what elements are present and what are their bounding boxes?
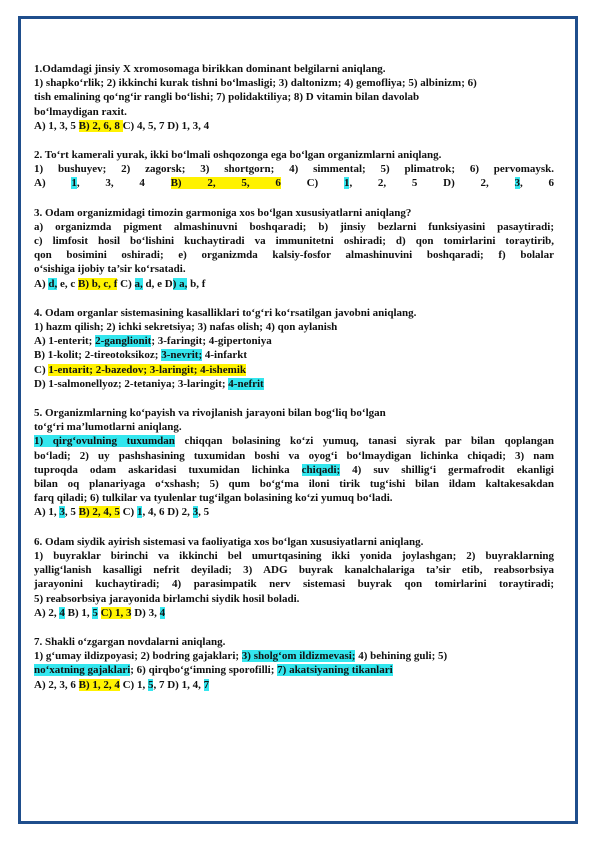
question-text	[34, 62, 554, 76]
text-segment: B) 1,	[64, 606, 93, 619]
highlighted-text: B) 2, 4, 5	[78, 506, 120, 519]
highlighted-text: ) a,	[172, 277, 188, 290]
answer-options	[34, 119, 554, 133]
text-segment: bo‘ladi; 2) uy pashshasining tuxumidan boshi va oyog‘i bo‘lmaydigan lichinka chiqadi; 3) nam	[34, 449, 554, 462]
question-line	[34, 463, 554, 477]
answer-options	[34, 606, 554, 620]
text-segment: 6. Odam siydik ayirish sistemasi va faoliyatiga xos bo‘lgan xususiyatlarni aniqlang.	[34, 535, 424, 548]
question-line	[34, 563, 554, 577]
text-segment: , 2, 5 D) 2,	[349, 177, 515, 190]
question-text	[34, 535, 554, 549]
text-segment: 4) suv shillig‘i germafrodit ekanligi	[340, 463, 554, 476]
text-segment: A) 2,	[34, 606, 60, 619]
text-segment: 1) buyraklar birinchi va ikkinchi bel umurtqasining ikki yonida joylashgan; 2) buyraklarning	[34, 549, 554, 562]
question-line	[34, 334, 554, 348]
question-line	[34, 348, 554, 362]
text-segment: C)	[280, 177, 344, 190]
question-line	[34, 491, 554, 505]
question-line	[34, 90, 554, 104]
text-segment: 4) behining guli; 5)	[355, 650, 448, 663]
highlighted-text: 1	[71, 177, 77, 190]
text-segment: , 6	[520, 177, 555, 190]
highlighted-text: 4-nefrit	[228, 377, 264, 390]
text-segment: , 4, 6 D) 2,	[142, 506, 193, 519]
highlighted-text: B) 2, 6, 8	[78, 119, 123, 132]
question-text	[34, 206, 554, 220]
test-questions	[34, 62, 554, 707]
question-1	[34, 62, 554, 133]
question-line	[34, 248, 554, 262]
highlighted-text: 1	[343, 177, 350, 190]
question-line	[34, 234, 554, 248]
question-line	[34, 76, 554, 90]
text-segment: A) 1, 3, 5	[34, 119, 79, 132]
question-7	[34, 635, 554, 692]
text-segment: A)	[34, 177, 72, 190]
text-segment: 1) shapko‘rlik; 2) ikkinchi kurak tishni bo‘lmasligi; 3) daltonizm; 4) gemofliya; 5) albinizm; 6)	[34, 77, 477, 90]
text-segment: ; 6) qirqbo‘g‘imning sporofilli;	[130, 664, 278, 677]
text-segment: A) 2, 3, 6	[34, 678, 79, 691]
highlighted-text: 7) akatsiyaning tikanlari	[277, 664, 393, 677]
text-segment: C) 4, 5, 7 D) 1, 3, 4	[122, 119, 210, 132]
text-segment: chiqqan bolasining ko‘zi yumuq, tanasi siyrak par bilan qoplangan	[174, 435, 554, 448]
highlighted-text: 1	[136, 506, 143, 519]
question-5	[34, 406, 554, 520]
text-segment: 1) g‘umay ildizpoyasi; 2) bodring gajaklari;	[34, 650, 242, 663]
highlighted-text: 5	[92, 606, 98, 619]
highlighted-text: B) b, c, f	[78, 277, 118, 290]
text-segment: A) 1-enterit;	[34, 335, 96, 348]
text-segment: tish emalining qo‘ng‘ir rangli bo‘lishi; 7) polidaktiliya; 8) D vitamin bilan davolab	[34, 91, 420, 104]
highlighted-text: 4	[159, 606, 166, 619]
question-text	[34, 148, 554, 162]
text-segment: e, c	[57, 277, 78, 290]
highlighted-text: 5	[147, 678, 154, 691]
question-line	[34, 449, 554, 463]
answer-options	[34, 505, 554, 519]
text-segment: b, f	[187, 277, 206, 290]
text-segment: C)	[117, 277, 135, 290]
question-text	[34, 635, 554, 649]
text-segment: to‘g‘ri ma’lumotlarni aniqlang.	[34, 421, 182, 434]
text-segment: a) organizmda pigment almashinuvni boshqaradi; b) jinsiy bezlarni funksiyasini pasaytiradi;	[34, 220, 554, 233]
highlighted-text: chiqadi;	[301, 463, 341, 476]
question-6	[34, 535, 554, 620]
answer-options	[34, 377, 554, 391]
question-line	[34, 663, 554, 677]
highlighted-text: 3) sholg‘om ildizmevasi;	[241, 650, 356, 663]
highlighted-text: 3	[59, 506, 65, 519]
question-line	[34, 649, 554, 663]
question-3	[34, 206, 554, 291]
text-segment: qon bosimini oshiradi; e) organizmda kalsiy-fosfor almashinuvini boshqaradi; f) bolalar	[34, 249, 554, 262]
text-segment: bo‘lmaydigan raxit.	[34, 105, 127, 118]
text-segment: jarayonini kuchaytiradi; 4) parasimpatik nerv sistemasi buyrak qon tomirlarini toraytiradi;	[34, 578, 554, 591]
question-line	[34, 434, 554, 448]
text-segment: c) limfosit hosil bo‘lishini kuchaytiradi va immunitetni oshiradi; d) qon tomirlarini toraytirib,	[34, 235, 554, 248]
text-segment: C)	[119, 506, 137, 519]
text-segment: o‘sishiga ijobiy ta’sir ko‘rsatadi.	[34, 263, 186, 276]
text-segment: 1) hazm qilish; 2) ichki sekretsiya; 3) nafas olish; 4) qon aylanish	[34, 321, 338, 334]
text-segment: 1.	[34, 63, 43, 75]
question-line	[34, 363, 554, 377]
text-segment: C) 1,	[119, 678, 148, 691]
question-line	[34, 320, 554, 334]
text-segment: farq qiladi; 6) tulkilar va tyulenlar tug‘ilgan bolasining ko‘zi yumuq bo‘ladi.	[34, 492, 393, 505]
highlighted-text: 7	[203, 678, 210, 691]
answer-options	[34, 277, 554, 291]
question-line	[34, 549, 554, 563]
text-segment: tuproqda odam askaridasi tuxumidan lichinka	[34, 463, 302, 476]
text-segment: D) 3,	[131, 606, 160, 619]
question-line	[34, 577, 554, 591]
question-line	[34, 105, 554, 119]
text-segment: Odamdagi jinsiy X xromosomaga birikkan dominant belgilarni aniqlang.	[42, 63, 386, 75]
text-segment: d, e D	[142, 277, 173, 290]
text-segment: yallig‘lanish kasalligi nefrit deyiladi; 3) ADG buyrak kanalchalariga ta’sir etib, reabsorbsiya	[34, 564, 554, 577]
highlighted-text: B) 1, 2, 4	[78, 678, 120, 691]
highlighted-text: C) 1, 3	[100, 606, 132, 619]
text-segment: D) 1-salmonellyoz; 2-tetaniya; 3-laringit;	[34, 377, 229, 390]
highlighted-text: 4	[59, 606, 65, 619]
highlighted-text: 1-entarit; 2-bazedov; 3-laringit; 4-ishemik	[48, 363, 247, 376]
highlighted-text: a,	[134, 277, 143, 290]
text-segment: 1) bushuyev; 2) zagorsk; 3) shortgorn; 4) simmental; 5) plimatrok; 6) pervomaysk.	[34, 163, 554, 176]
text-segment: , 7 D) 1, 4,	[153, 678, 204, 691]
question-2	[34, 148, 554, 191]
question-line	[34, 162, 554, 176]
text-segment: bilan oq planariyaga o‘xshash; 5) qum bo‘g‘ma iloni tirik tug‘ishi bilan ildam kaltakesakdan	[34, 478, 554, 491]
question-line	[34, 420, 554, 434]
text-segment: , 3, 4	[76, 177, 171, 190]
answer-options	[34, 176, 554, 190]
answer-options	[34, 678, 554, 692]
question-4	[34, 306, 554, 391]
highlighted-text: B) 2, 5, 6	[170, 177, 281, 190]
text-segment: C)	[34, 363, 49, 376]
question-line	[34, 220, 554, 234]
highlighted-text: 2-ganglionit	[95, 335, 152, 348]
text-segment: , 5	[198, 506, 210, 519]
text-segment: 3. Odam organizmidagi timozin garmoniga xos bo‘lgan xususiyatlarni aniqlang?	[34, 206, 412, 219]
highlighted-text: 3	[192, 506, 199, 519]
highlighted-text: 3	[514, 177, 521, 190]
question-text	[34, 406, 554, 420]
question-line	[34, 262, 554, 276]
text-segment: 5) reabsorbsiya jarayonida birlamchi siydik hosil boladi.	[34, 592, 300, 605]
text-segment: 4. Odam organlar sistemasining kasalliklari to‘g‘ri ko‘rsatilgan javobni aniqlang.	[34, 306, 417, 319]
highlighted-text: 3-nevrit;	[161, 349, 203, 362]
text-segment: , 5	[64, 506, 79, 519]
text-segment: ; 3-faringit; 4-gipertoniya	[151, 335, 272, 348]
question-text	[34, 306, 554, 320]
highlighted-text: no‘xatning gajaklari	[34, 664, 131, 677]
text-segment: 7. Shakli o‘zgargan novdalarni aniqlang.	[34, 635, 226, 648]
question-line	[34, 477, 554, 491]
text-segment: B) 1-kolit; 2-tireotoksikoz;	[34, 349, 162, 362]
text-segment: 2. To‘rt kamerali yurak, ikki bo‘lmali oshqozonga ega bo‘lgan organizmlarni aniqlang.	[34, 149, 442, 162]
highlighted-text: d,	[48, 277, 58, 290]
text-segment: A) 1,	[34, 506, 60, 519]
text-segment: A)	[34, 277, 49, 290]
highlighted-text: 1) qirg‘ovulning tuxumdan	[34, 435, 175, 448]
question-line	[34, 592, 554, 606]
text-segment: 5. Organizmlarning ko‘payish va rivojlanish jarayoni bilan bog‘liq bo‘lgan	[34, 407, 386, 420]
text-segment: 4-infarkt	[202, 349, 248, 362]
